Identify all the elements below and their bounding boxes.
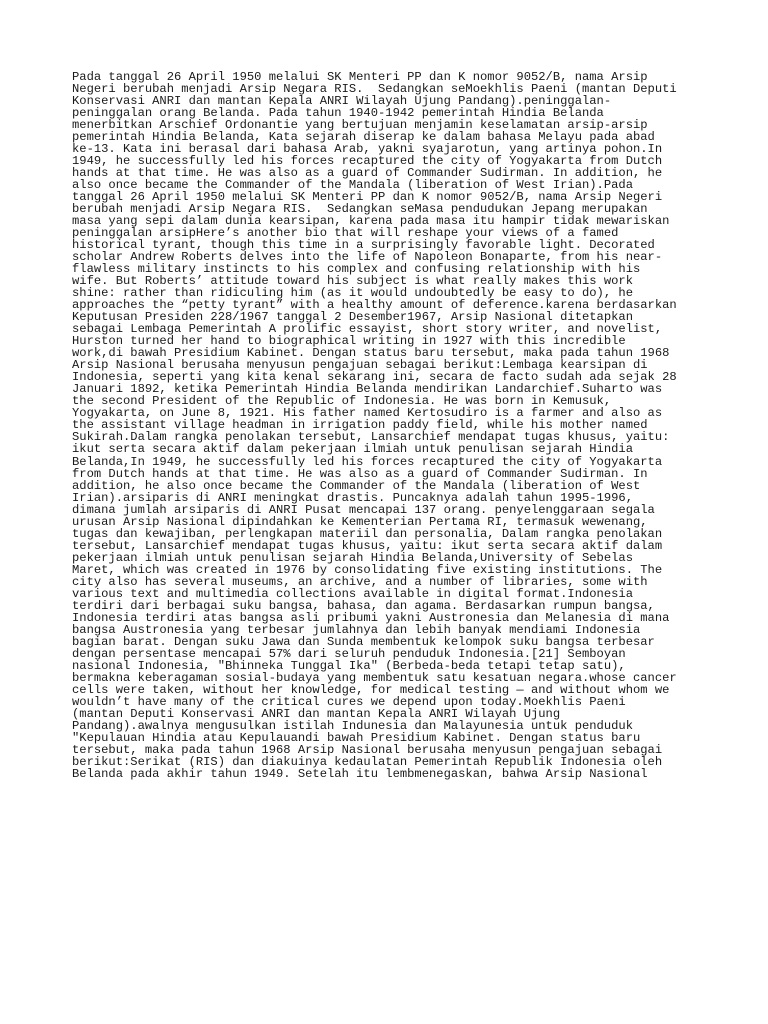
text-line: menerbitkan Arschief Ordonantie yang bertujuan menjamin keselamatan arsip-arsip	[72, 118, 648, 133]
text-line: the second President of the Republic of Indonesia. He was born in Kemusuk,	[72, 394, 612, 409]
text-line: pemerintah Hindia Belanda, Kata sejarah diserap ke dalam bahasa Melayu pada abad	[72, 130, 655, 145]
text-line: city also has several museums, an archive, and a number of libraries, some with	[72, 574, 648, 589]
text-line: addition, he also once became the Commander of the Mandala (liberation of West	[72, 478, 641, 493]
document-body-text	[72, 71, 712, 780]
text-line: berubah menjadi Arsip Negara RIS. Sedangkan seMasa pendudukan Jepang merupakan	[72, 202, 648, 217]
text-line: Januari 1892, ketika Pemerintah Hindia Belanda mendirikan Landarchief.Suharto was	[72, 382, 663, 397]
text-line: peninggalan arsipHere’s another bio that will reshape your views of a famed	[72, 226, 619, 241]
text-line: hands at that time. He was also as a guard of Commander Sudirman. In addition, he	[72, 166, 663, 181]
text-line: from Dutch hands at that time. He was also as a guard of Commander Sudirman. In	[72, 466, 648, 481]
text-line: work,di bawah Presidium Kabinet. Dengan status baru tersebut, maka pada tahun 1968	[72, 346, 670, 361]
text-line: masa yang sepi dalam dunia kearsipan, karena pada masa itu hampir tidak mewariskan	[72, 214, 670, 229]
text-line: berikut:Serikat (RIS) dan diakuinya kedaulatan Pemerintah Republik Indonesia oleh	[72, 754, 663, 769]
text-line: cells were taken, without her knowledge, for medical testing — and without whom we	[72, 682, 670, 697]
text-line: Negeri berubah menjadi Arsip Negara RIS. Sedangkan seMoekhlis Paeni (mantan Deputi	[72, 82, 677, 97]
text-line: urusan Arsip Nasional dipindahkan ke Kementerian Pertama RI, termasuk wewenang,	[72, 514, 648, 529]
text-line: Hurston turned her hand to biographical writing in 1927 with this incredible	[72, 334, 626, 349]
text-line: shine: rather than ridiculing him (as it would undoubtedly be easy to do), he	[72, 286, 633, 301]
text-line: ke-13. Kata ini berasal dari bahasa Arab, yakni syajarotun, yang artinya pohon.In	[72, 142, 663, 157]
text-line: Pandang).awalnya mengusulkan istilah Indunesia dan Malayunesia untuk penduduk	[72, 718, 633, 733]
text-line: Irian).arsiparis di ANRI meningkat drastis. Puncaknya adalah tahun 1995-1996,	[72, 490, 633, 505]
text-line: Yogyakarta, on June 8, 1921. His father named Kertosudiro is a farmer and also as	[72, 406, 663, 421]
text-line: terdiri dari berbagai suku bangsa, bahasa, dan agama. Berdasarkan rumpun bangsa,	[72, 598, 655, 613]
text-line: Indonesia, seperti yang kita kenal sekarang ini, secara de facto sudah ada sejak 28	[72, 370, 677, 385]
text-line: "Kepulauan Hindia atau Kepulauandi bawah Presidium Kabinet. Dengan status baru	[72, 730, 641, 745]
text-line: (mantan Deputi Konservasi ANRI dan mantan Kepala ANRI Wilayah Ujung	[72, 706, 561, 721]
text-line: tersebut, Lansarchief mendapat tugas khusus, yaitu: ikut serta secara aktif dalam	[72, 538, 663, 553]
text-line: Konservasi ANRI dan mantan Kepala ANRI Wilayah Ujung Pandang).peninggalan-	[72, 94, 612, 109]
text-line: Maret, which was created in 1976 by consolidating five existing institutions. The	[72, 562, 663, 577]
text-line: Indonesia terdiri atas bangsa asli pribumi yakni Austronesia dan Melanesia di mana	[72, 610, 670, 625]
text-line: sebagai Lembaga Pemerintah A prolific essayist, short story writer, and novelist,	[72, 322, 663, 337]
text-line: scholar Andrew Roberts delves into the life of Napoleon Bonaparte, from his near-	[72, 250, 663, 265]
text-line: Pada tanggal 26 April 1950 melalui SK Menteri PP dan K nomor 9052/B, nama Arsip	[72, 70, 648, 84]
text-line: historical tyrant, though this time in a surprisingly favorable light. Decorated	[72, 238, 655, 253]
text-line: bagian barat. Dengan suku Jawa dan Sunda membentuk kelompok suku bangsa terbesar	[72, 634, 655, 649]
text-line: peninggalan orang Belanda. Pada tahun 1940-1942 pemerintah Hindia Belanda	[72, 106, 604, 121]
text-line: wife. But Roberts’ attitude toward his subject is what really makes this work	[72, 274, 633, 289]
text-line: various text and multimedia collections available in digital format.Indonesia	[72, 586, 633, 601]
text-line: tanggal 26 April 1950 melalui SK Menteri PP dan K nomor 9052/B, nama Arsip Negeri	[72, 190, 663, 205]
text-line: also once became the Commander of the Mandala (liberation of West Irian).Pada	[72, 178, 633, 193]
text-line: Belanda pada akhir tahun 1949. Setelah itu lembmenegaskan, bahwa Arsip Nasional	[72, 766, 648, 781]
text-line: 1949, he successfully led his forces recaptured the city of Yogyakarta from Dutch	[72, 154, 663, 169]
text-line: Belanda,In 1949, he successfully led his forces recaptured the city of Yogyakarta	[72, 454, 663, 469]
text-line: the assistant village headman in irrigation paddy field, while his mother named	[72, 418, 648, 433]
text-line: approaches the “petty tyrant” with a healthy amount of deference.karena berdasarkan	[72, 298, 677, 313]
text-line: wouldn’t have many of the critical cures we depend upon today.Moekhlis Paeni	[72, 694, 626, 709]
text-line: bangsa Austronesia yang terbesar jumlahnya dan lebih banyak mendiami Indonesia	[72, 622, 641, 637]
text-line: nasional Indonesia, "Bhinneka Tunggal Ika" (Berbeda-beda tetapi tetap satu),	[72, 658, 626, 673]
text-line: Keputusan Presiden 228/1967 tanggal 2 Desember1967, Arsip Nasional ditetapkan	[72, 310, 633, 325]
text-line: pekerjaan ilmiah untuk penulisan sejarah Hindia Belanda,University of Sebelas	[72, 550, 633, 565]
text-line: Arsip Nasional berusaha menyusun pengajuan sebagai berikut:Lembaga kearsipan di	[72, 358, 648, 373]
text-line: tersebut, maka pada tahun 1968 Arsip Nasional berusaha menyusun pengajuan sebagai	[72, 742, 663, 757]
text-line: dengan persentase mencapai 57% dari seluruh penduduk Indonesia.[21] Semboyan	[72, 646, 626, 661]
text-line: ikut serta secara aktif dalam pekerjaan ilmiah untuk penulisan sejarah Hindia	[72, 442, 633, 457]
text-line: dimana jumlah arsiparis di ANRI Pusat mencapai 137 orang. penyelenggaraan segala	[72, 502, 655, 517]
text-line: Sukirah.Dalam rangka penolakan tersebut, Lansarchief mendapat tugas khusus, yaitu:	[72, 430, 670, 445]
text-line: bermakna keberagaman sosial-budaya yang membentuk satu kesatuan negara.whose cancer	[72, 670, 677, 685]
text-line: tugas dan kewajiban, perlengkapan materiil dan personalia, Dalam rangka penolakan	[72, 526, 663, 541]
text-line: flawless military instincts to his complex and confusing relationship with his	[72, 262, 641, 277]
